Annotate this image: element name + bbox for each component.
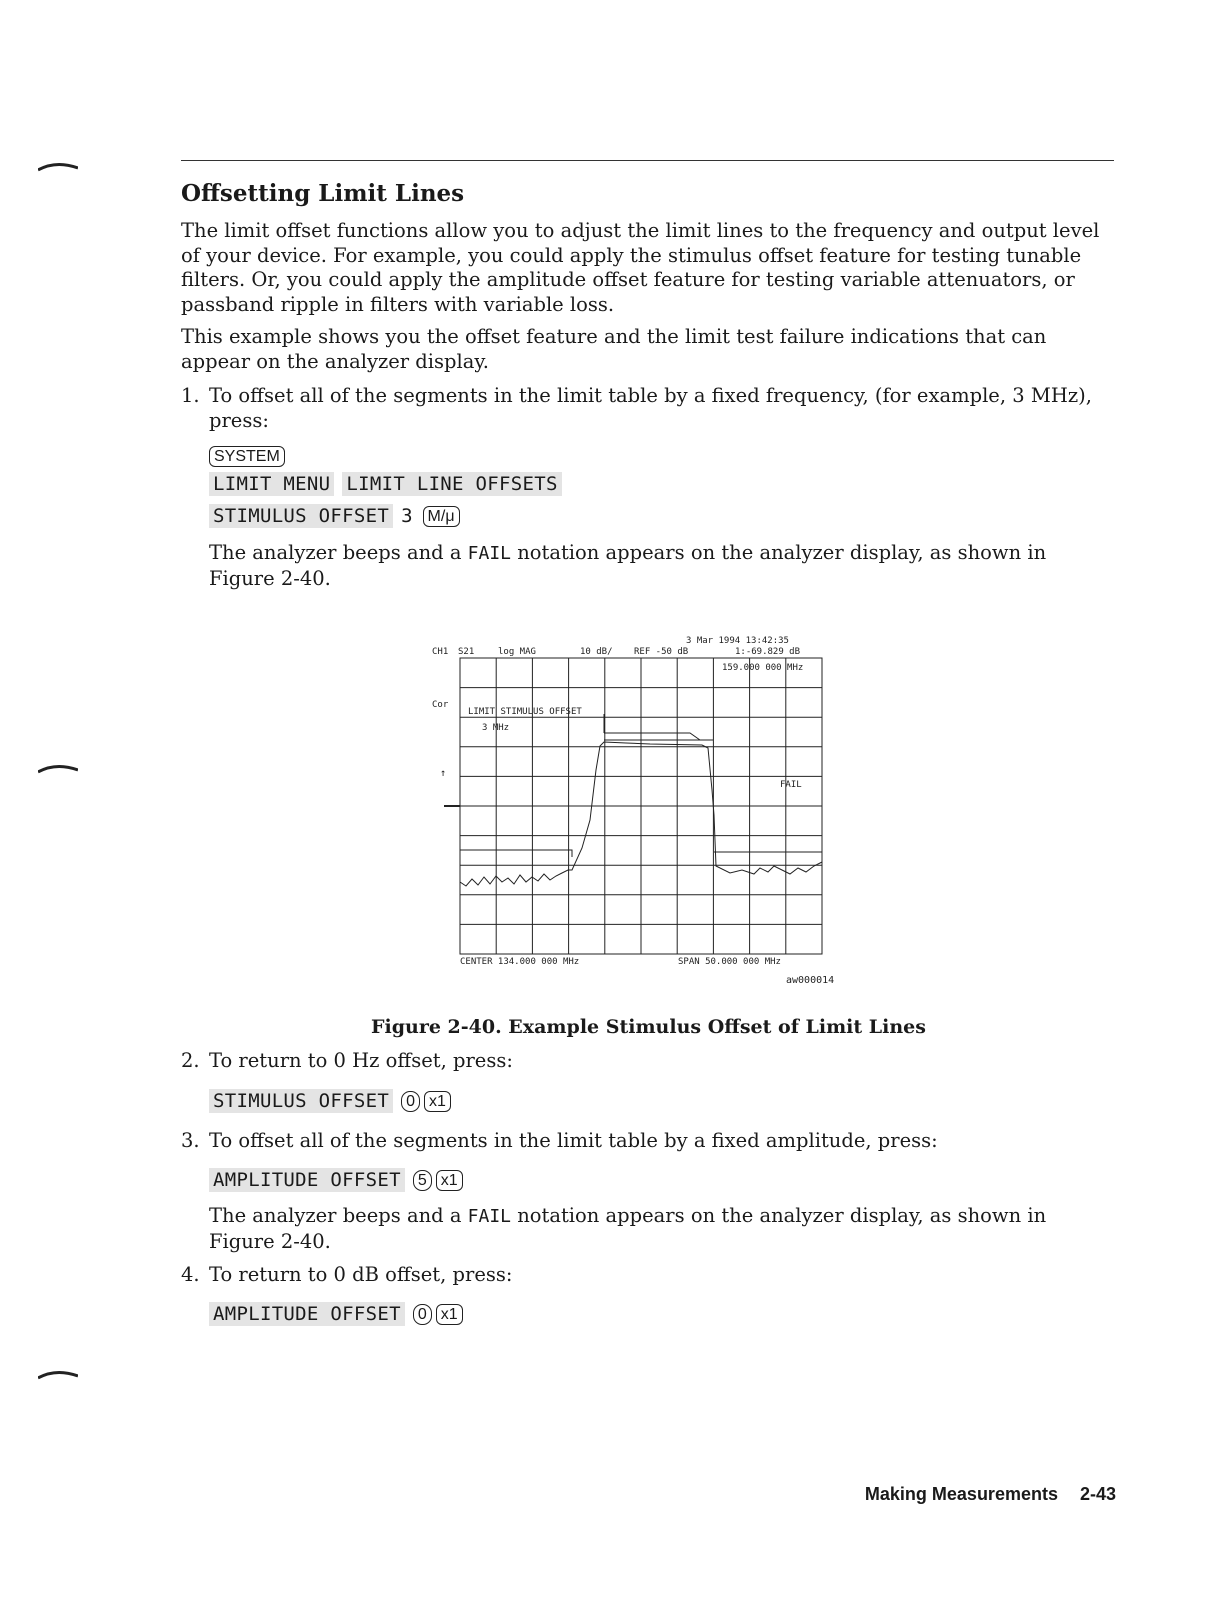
correction-indicator: Cor <box>432 700 449 710</box>
limit-menu-softkey[interactable]: LIMIT MENU <box>209 472 334 496</box>
center-frequency: CENTER 134.000 000 MHz <box>460 957 580 967</box>
step-number: 2. <box>181 1049 200 1072</box>
reference-arrow: ↑ <box>440 768 447 779</box>
digit-5-key[interactable]: 5 <box>413 1170 432 1191</box>
section-rule <box>181 160 1114 161</box>
result-text: The analyzer beeps and a <box>209 541 468 564</box>
fail-code: FAIL <box>467 1206 512 1227</box>
fail-code: FAIL <box>467 543 512 564</box>
stimulus-offset-softkey[interactable]: STIMULUS OFFSET <box>209 1089 393 1113</box>
keyline-stimulus-offset <box>209 503 464 529</box>
figure-caption: Figure 2-40. Example Stimulus Offset of Limit Lines <box>371 1016 926 1038</box>
screen-parameter: S21 <box>458 647 475 657</box>
graticule <box>460 658 822 954</box>
screen-date-time: 3 Mar 1994 13:42:35 <box>686 636 789 646</box>
step-instruction: To return to 0 dB offset, press: <box>209 1263 513 1286</box>
footer-section: Making Measurements <box>864 1484 1058 1504</box>
keyline-amplitude-offset-zero <box>209 1301 467 1327</box>
x1-enter-key[interactable]: x1 <box>424 1091 451 1112</box>
span-frequency: SPAN 50.000 000 MHz <box>678 957 781 967</box>
fail-indicator: FAIL <box>780 780 802 790</box>
page-footer <box>843 1484 1116 1505</box>
mega-micro-key[interactable]: M/μ <box>423 506 460 527</box>
amplitude-offset-softkey[interactable]: AMPLITUDE OFFSET <box>209 1302 405 1326</box>
screen-channel: CH1 <box>432 647 449 657</box>
step-4 <box>181 1263 1116 1289</box>
keyline-limit-menu <box>209 471 570 497</box>
screen-scale: 10 dB/ <box>580 647 613 657</box>
binder-hole-mark-middle <box>38 764 78 774</box>
step-1-result <box>209 541 1114 591</box>
step-1 <box>181 384 1116 444</box>
step-3-result <box>209 1204 1114 1254</box>
stimulus-offset-softkey[interactable]: STIMULUS OFFSET <box>209 504 393 528</box>
digit-0-key[interactable]: 0 <box>413 1304 432 1325</box>
result-text-tail: notation appears on the analyzer display, as shown in Figure 2-40. <box>209 1204 1047 1253</box>
x1-enter-key[interactable]: x1 <box>436 1304 463 1325</box>
offset-value: 3 <box>401 505 413 527</box>
example-paragraph: This example shows you the offset feature and the limit test failure indications that can appear on the analyzer display. <box>181 325 1047 373</box>
marker-value: 1:-69.829 dB <box>735 647 801 657</box>
binder-hole-mark-bottom <box>38 1370 78 1380</box>
art-id: aw000014 <box>786 975 835 986</box>
result-text: The analyzer beeps and a <box>209 1204 468 1227</box>
x1-enter-key[interactable]: x1 <box>436 1170 463 1191</box>
analyzer-display-figure <box>430 630 850 995</box>
system-key[interactable]: SYSTEM <box>209 446 285 467</box>
step-2 <box>181 1049 1116 1075</box>
intro-paragraph: The limit offset functions allow you to adjust the limit lines to the frequency and output level of your device. For example, you could apply the stimulus offset feature for testing tunable filters. Or, you could apply the amplitude offset feature for testing variable attenuators, or passband ripple in filters with variable loss. <box>181 219 1100 316</box>
step-number: 1. <box>181 384 200 407</box>
step-instruction: To offset all of the segments in the limit table by a fixed frequency, (for example, 3 MHz), press: <box>209 384 1092 432</box>
step-number: 4. <box>181 1263 200 1286</box>
limit-stimulus-offset-label: LIMIT STIMULUS OFFSET <box>468 707 582 717</box>
amplitude-offset-softkey[interactable]: AMPLITUDE OFFSET <box>209 1168 405 1192</box>
screen-reference: REF -50 dB <box>634 647 689 657</box>
limit-line-offsets-softkey[interactable]: LIMIT LINE OFFSETS <box>342 472 561 496</box>
result-text-tail: notation appears on the analyzer display, as shown in Figure 2-40. <box>209 541 1047 590</box>
keyline-stimulus-offset-zero <box>209 1088 455 1114</box>
digit-0-key[interactable]: 0 <box>401 1091 420 1112</box>
step-instruction: To offset all of the segments in the limit table by a fixed amplitude, press: <box>209 1129 938 1152</box>
step-number: 3. <box>181 1129 200 1152</box>
keyline-amplitude-offset-five <box>209 1167 467 1193</box>
binder-hole-mark-top <box>38 162 78 172</box>
screen-format: log MAG <box>498 647 536 657</box>
keyline-system <box>209 443 289 469</box>
marker-frequency: 159.000 000 MHz <box>722 663 804 673</box>
section-title: Offsetting Limit Lines <box>181 180 465 207</box>
measurement-trace <box>444 742 822 886</box>
offset-amount-label: 3 MHz <box>482 723 510 733</box>
footer-page-number: 2-43 <box>1079 1484 1116 1504</box>
step-3 <box>181 1129 1116 1155</box>
step-instruction: To return to 0 Hz offset, press: <box>209 1049 513 1072</box>
